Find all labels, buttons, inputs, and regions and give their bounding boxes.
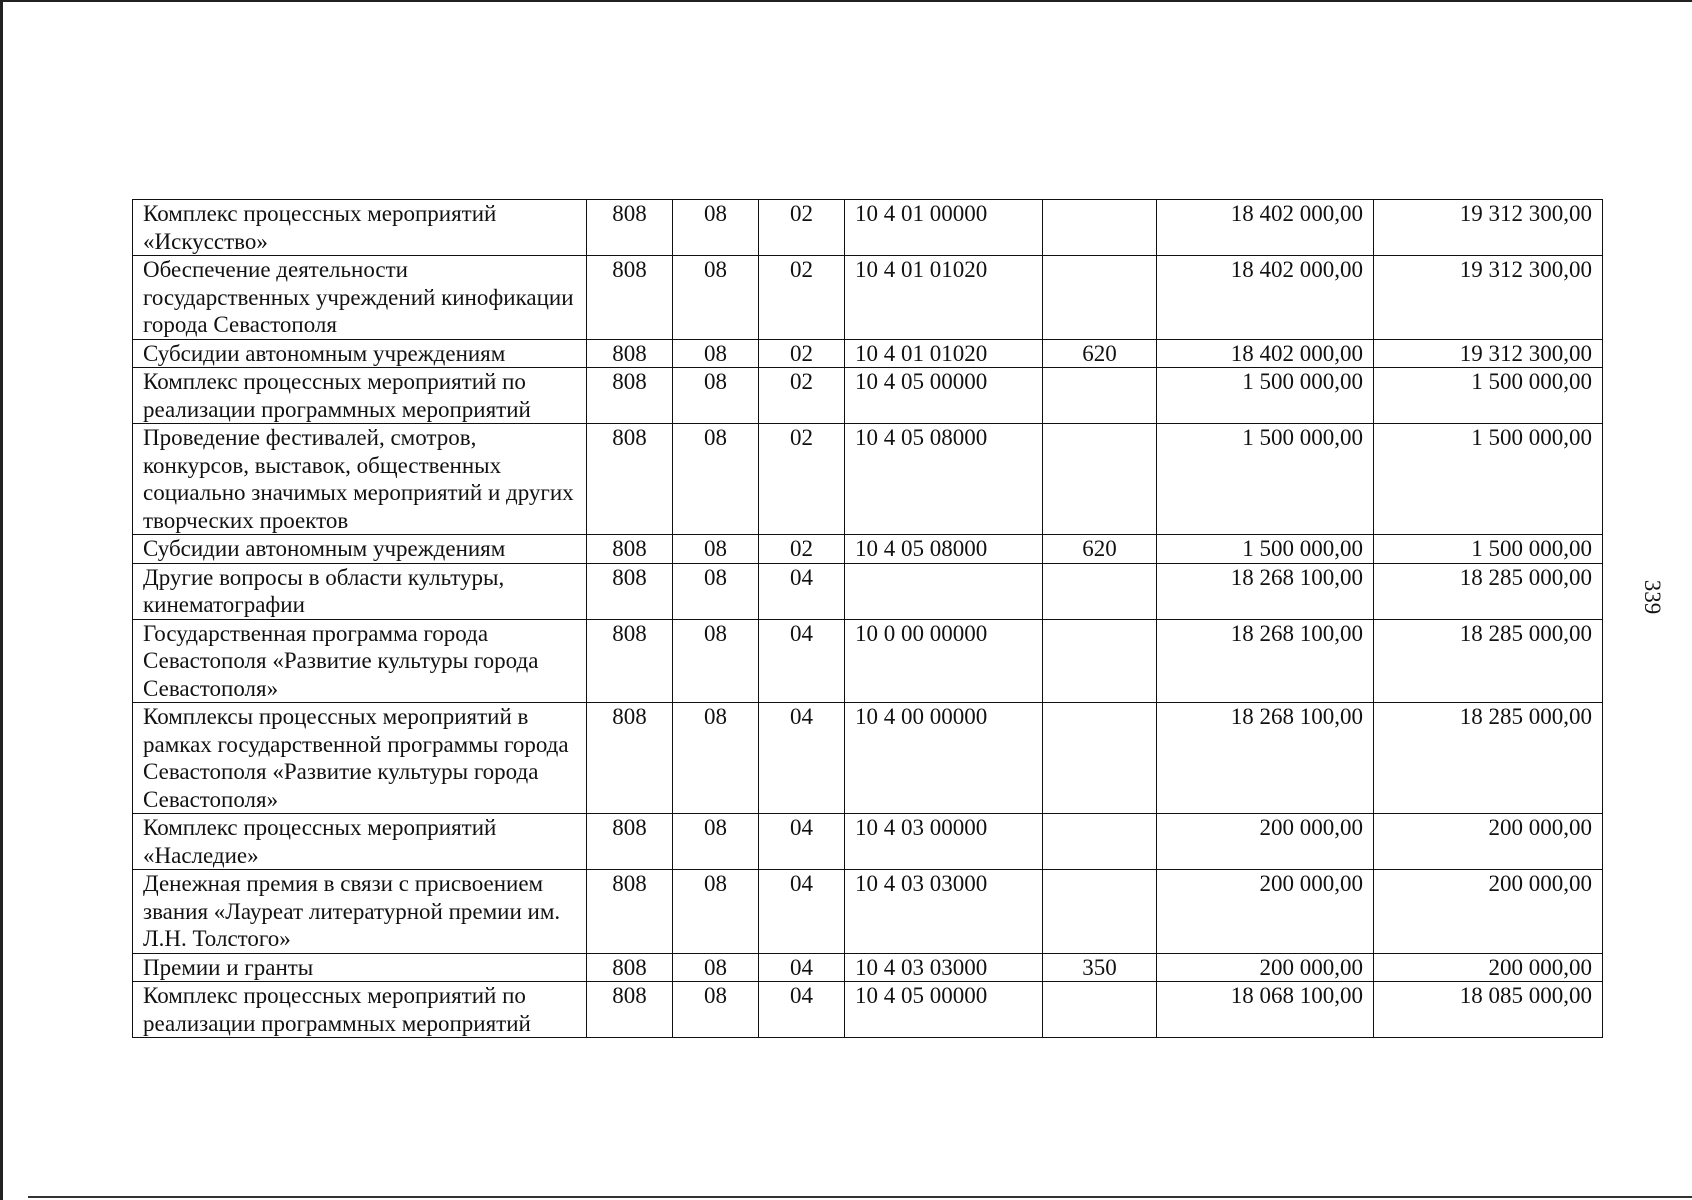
subsection-code-cell: 02 [759,368,845,424]
target-article-cell: 10 4 00 00000 [845,703,1043,814]
expense-type-cell [1043,256,1157,340]
section-code-cell: 08 [673,870,759,954]
section-code-cell: 08 [673,619,759,703]
table-body [133,200,1603,1038]
page-number: 339 [1640,579,1665,615]
section-code-cell: 08 [673,368,759,424]
row-name-cell: Обеспечение деятельности государственных учреждений кинофикации города Севастополя [133,256,587,340]
expense-type-cell: 620 [1043,339,1157,368]
row-name-cell: Комплексы процессных мероприятий в рамках государственной программы города Севастополя «Развитие культуры города Севастополя» [133,703,587,814]
admin-code-cell: 808 [587,814,673,870]
section-code-cell: 08 [673,535,759,564]
section-code-cell: 08 [673,339,759,368]
amount-year2-cell: 1 500 000,00 [1374,424,1603,535]
admin-code-cell: 808 [587,953,673,982]
expense-type-cell [1043,870,1157,954]
section-code-cell: 08 [673,814,759,870]
scan-border-bottom [28,1196,1692,1198]
subsection-code-cell: 02 [759,256,845,340]
table-row [133,953,1603,982]
target-article-cell: 10 4 03 03000 [845,953,1043,982]
target-article-cell [845,563,1043,619]
target-article-cell: 10 4 01 01020 [845,339,1043,368]
row-name-cell: Проведение фестивалей, смотров, конкурсов, выставок, общественных социально значимых мероприятий и других творческих проектов [133,424,587,535]
amount-year2-cell: 18 285 000,00 [1374,619,1603,703]
subsection-code-cell: 04 [759,870,845,954]
row-name-cell: Субсидии автономным учреждениям [133,339,587,368]
row-name-cell: Комплекс процессных мероприятий «Искусство» [133,200,587,256]
expense-type-cell [1043,982,1157,1038]
expense-type-cell [1043,703,1157,814]
amount-year1-cell: 18 402 000,00 [1157,200,1374,256]
table-row [133,870,1603,954]
target-article-cell: 10 4 05 00000 [845,368,1043,424]
target-article-cell: 10 0 00 00000 [845,619,1043,703]
admin-code-cell: 808 [587,424,673,535]
table-row [133,535,1603,564]
amount-year2-cell: 18 085 000,00 [1374,982,1603,1038]
subsection-code-cell: 02 [759,339,845,368]
row-name-cell: Комплекс процессных мероприятий по реализации программных мероприятий [133,982,587,1038]
admin-code-cell: 808 [587,619,673,703]
expense-type-cell: 620 [1043,535,1157,564]
amount-year2-cell: 18 285 000,00 [1374,563,1603,619]
admin-code-cell: 808 [587,368,673,424]
scan-border-top [0,0,1692,2]
admin-code-cell: 808 [587,982,673,1038]
admin-code-cell: 808 [587,870,673,954]
expense-type-cell [1043,563,1157,619]
amount-year2-cell: 18 285 000,00 [1374,703,1603,814]
row-name-cell: Премии и гранты [133,953,587,982]
amount-year1-cell: 18 402 000,00 [1157,256,1374,340]
table-row [133,982,1603,1038]
amount-year2-cell: 1 500 000,00 [1374,368,1603,424]
amount-year2-cell: 200 000,00 [1374,814,1603,870]
amount-year2-cell: 19 312 300,00 [1374,339,1603,368]
section-code-cell: 08 [673,256,759,340]
target-article-cell: 10 4 05 00000 [845,982,1043,1038]
expense-type-cell [1043,619,1157,703]
target-article-cell: 10 4 01 00000 [845,200,1043,256]
table-row [133,424,1603,535]
table-row [133,703,1603,814]
amount-year1-cell: 18 402 000,00 [1157,339,1374,368]
subsection-code-cell: 02 [759,424,845,535]
admin-code-cell: 808 [587,535,673,564]
table-row [133,368,1603,424]
subsection-code-cell: 02 [759,200,845,256]
row-name-cell: Другие вопросы в области культуры, кинематографии [133,563,587,619]
row-name-cell: Субсидии автономным учреждениям [133,535,587,564]
subsection-code-cell: 04 [759,953,845,982]
expense-type-cell [1043,368,1157,424]
target-article-cell: 10 4 05 08000 [845,424,1043,535]
amount-year1-cell: 1 500 000,00 [1157,535,1374,564]
amount-year1-cell: 18 268 100,00 [1157,563,1374,619]
admin-code-cell: 808 [587,339,673,368]
table-row [133,814,1603,870]
amount-year1-cell: 200 000,00 [1157,953,1374,982]
admin-code-cell: 808 [587,256,673,340]
admin-code-cell: 808 [587,563,673,619]
target-article-cell: 10 4 03 00000 [845,814,1043,870]
amount-year2-cell: 19 312 300,00 [1374,256,1603,340]
subsection-code-cell: 04 [759,982,845,1038]
amount-year2-cell: 19 312 300,00 [1374,200,1603,256]
expense-type-cell [1043,424,1157,535]
scan-border-left [0,0,3,1200]
budget-table [132,199,1603,1038]
target-article-cell: 10 4 03 03000 [845,870,1043,954]
amount-year1-cell: 18 268 100,00 [1157,703,1374,814]
table-row [133,339,1603,368]
expense-type-cell [1043,200,1157,256]
table-row [133,619,1603,703]
row-name-cell: Денежная премия в связи с присвоением звания «Лауреат литературной премии им. Л.Н. Толстого» [133,870,587,954]
amount-year2-cell: 200 000,00 [1374,953,1603,982]
target-article-cell: 10 4 05 08000 [845,535,1043,564]
section-code-cell: 08 [673,703,759,814]
amount-year2-cell: 200 000,00 [1374,870,1603,954]
amount-year1-cell: 18 068 100,00 [1157,982,1374,1038]
section-code-cell: 08 [673,200,759,256]
subsection-code-cell: 02 [759,535,845,564]
admin-code-cell: 808 [587,703,673,814]
subsection-code-cell: 04 [759,703,845,814]
section-code-cell: 08 [673,982,759,1038]
subsection-code-cell: 04 [759,619,845,703]
expense-type-cell: 350 [1043,953,1157,982]
admin-code-cell: 808 [587,200,673,256]
amount-year1-cell: 1 500 000,00 [1157,424,1374,535]
amount-year1-cell: 1 500 000,00 [1157,368,1374,424]
section-code-cell: 08 [673,424,759,535]
amount-year1-cell: 200 000,00 [1157,870,1374,954]
table-row [133,563,1603,619]
subsection-code-cell: 04 [759,814,845,870]
row-name-cell: Комплекс процессных мероприятий по реализации программных мероприятий [133,368,587,424]
row-name-cell: Государственная программа города Севастополя «Развитие культуры города Севастополя» [133,619,587,703]
amount-year1-cell: 18 268 100,00 [1157,619,1374,703]
amount-year2-cell: 1 500 000,00 [1374,535,1603,564]
target-article-cell: 10 4 01 01020 [845,256,1043,340]
section-code-cell: 08 [673,953,759,982]
table-row [133,256,1603,340]
expense-type-cell [1043,814,1157,870]
row-name-cell: Комплекс процессных мероприятий «Наследие» [133,814,587,870]
subsection-code-cell: 04 [759,563,845,619]
section-code-cell: 08 [673,563,759,619]
table-row [133,200,1603,256]
amount-year1-cell: 200 000,00 [1157,814,1374,870]
